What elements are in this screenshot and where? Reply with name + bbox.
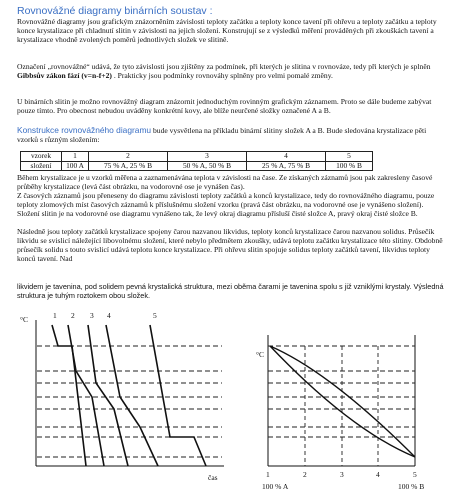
liquidus-paragraph: Následně jsou teploty začátků krystalizace spojeny čarou nazvanou likvidus, teploty konců krystalizace čarou nazvanou solidus. Průsečík likvidu se svislicí náležející libovolnému složení, které nebylo předmětem zkoušky, udává teplotu začátku krystalizace této slitiny. Obdobně průsečík solidu s touto svislicí udává teplotu konce krystalizace. Při ohřevu slitin spojuje solidus teploty začátků tavení, likvidus teploty konců tavení. Nad [17, 227, 443, 263]
label-100-b: 100 % B [398, 482, 425, 491]
p2-end: . Prakticky jsou podmínky rovnováhy splněny pro velmi pomalé změny. [111, 70, 333, 80]
right-axis-label: °C [256, 350, 265, 359]
transfer-paragraph: Z časových záznamů jsou přeneseny do diagramu závislosti teploty začátků a konců krystalizace, tedy do rovnovážného diagramu, pouze teploty zlomových míst časových záznamů k příslušnému složení vzorku (pravá část obrázku, na vodorovné ose je vynášeno složení). Složení slitin je na vodorovné ose diagramu vynášeno tak, že levý okraj diagramu přísluší čisté složce A, pravý okraj čisté složce B. [17, 191, 435, 218]
curve-label-4: 4 [107, 311, 111, 320]
cooling-curves-graph [20, 311, 224, 482]
right-tick-2: 2 [303, 470, 307, 479]
structure-paragraph: likvidem je tavenina, pod solidem pevná krystalická struktura, mezi oběma čarami je tavenina spolu s již vzniklými krystaly. Výsledná struktura je tuhým roztokem obou složek. [17, 282, 444, 300]
table-cell: 3 [168, 152, 247, 162]
gibbs-law: Gibbsův zákon fází (v=n-f+2) [17, 70, 112, 80]
left-dashed-levels [37, 346, 222, 457]
table-cell: 100 % B [326, 161, 373, 171]
table-cell: vzorek [21, 152, 62, 162]
page-title: Rovnovážné diagramy binárních soustav : [17, 5, 213, 17]
section-rest: bude vysvětlena na příkladu binární slitiny složek A a B. Bude sledována krystalizace pěti vzorků s různým složením: [17, 126, 427, 144]
table-cell: složení [21, 161, 62, 171]
intro-paragraph: Rovnovážné diagramy jsou grafickým znázorněním závislosti teploty začátku a teploty konce tavení při ohřevu a teploty začátku a teploty konce krystalizace při chladnutí slitin v závislosti na jejich složení. Konstrujují se z výsledků měření prováděných při zkouškách tavení a krystalizace vhodně zvolených poměrů jednotlivých složek ve slitině. [17, 17, 437, 44]
curve-label-1: 1 [53, 311, 57, 320]
right-tick-5: 5 [413, 470, 417, 479]
curve-label-3: 3 [90, 311, 94, 320]
table-cell: 50 % A, 50 % B [168, 161, 247, 171]
binary-paragraph: U binárních slitin je možno rovnovážný diagram znázornit jednoduchým rovinným grafickým záznamem. Proto se dále budeme zabývat pouze tímto. Pro obecnost nebudou uváděny konkrétní kovy, ale blíže neurčené složky označené A a B. [17, 97, 432, 115]
table-cell: 2 [89, 152, 168, 162]
left-axis-label: °C [20, 315, 29, 324]
section-title: Konstrukce rovnovážného diagramu [17, 125, 152, 135]
table-cell: 4 [247, 152, 326, 162]
table-cell: 100 A [62, 161, 89, 171]
composition-verticals [305, 346, 378, 466]
right-tick-1: 1 [266, 470, 270, 479]
table-cell: 75 % A, 25 % B [89, 161, 168, 171]
left-x-label: čas [208, 473, 218, 482]
right-tick-3: 3 [340, 470, 344, 479]
table-cell: 1 [62, 152, 89, 162]
equilibrium-diagram [256, 335, 424, 491]
liquidus-curve [270, 346, 415, 457]
right-tick-4: 4 [376, 470, 380, 479]
p2-start: Označení „rovnovážné“ udává, že tyto závislosti jsou zjištěny za podmínek, při kterých je slitina v rovnováze, tedy při kterých je splněn [17, 62, 431, 71]
solidus-curve [270, 346, 415, 457]
table-cell: 5 [326, 152, 373, 162]
measurement-paragraph: Během krystalizace je u vzorků měřena a zaznamenávána teplota v závislosti na čase. Ze získaných záznamů jsou pak zakresleny časové průběhy krystalizace (levá část obrázku, na vodorovné ose je vynášen čas). [17, 173, 433, 191]
label-100-a: 100 % A [262, 482, 289, 491]
curve-label-5: 5 [153, 311, 157, 320]
table-cell: 25 % A, 75 % B [247, 161, 326, 171]
curve-label-2: 2 [71, 311, 75, 320]
